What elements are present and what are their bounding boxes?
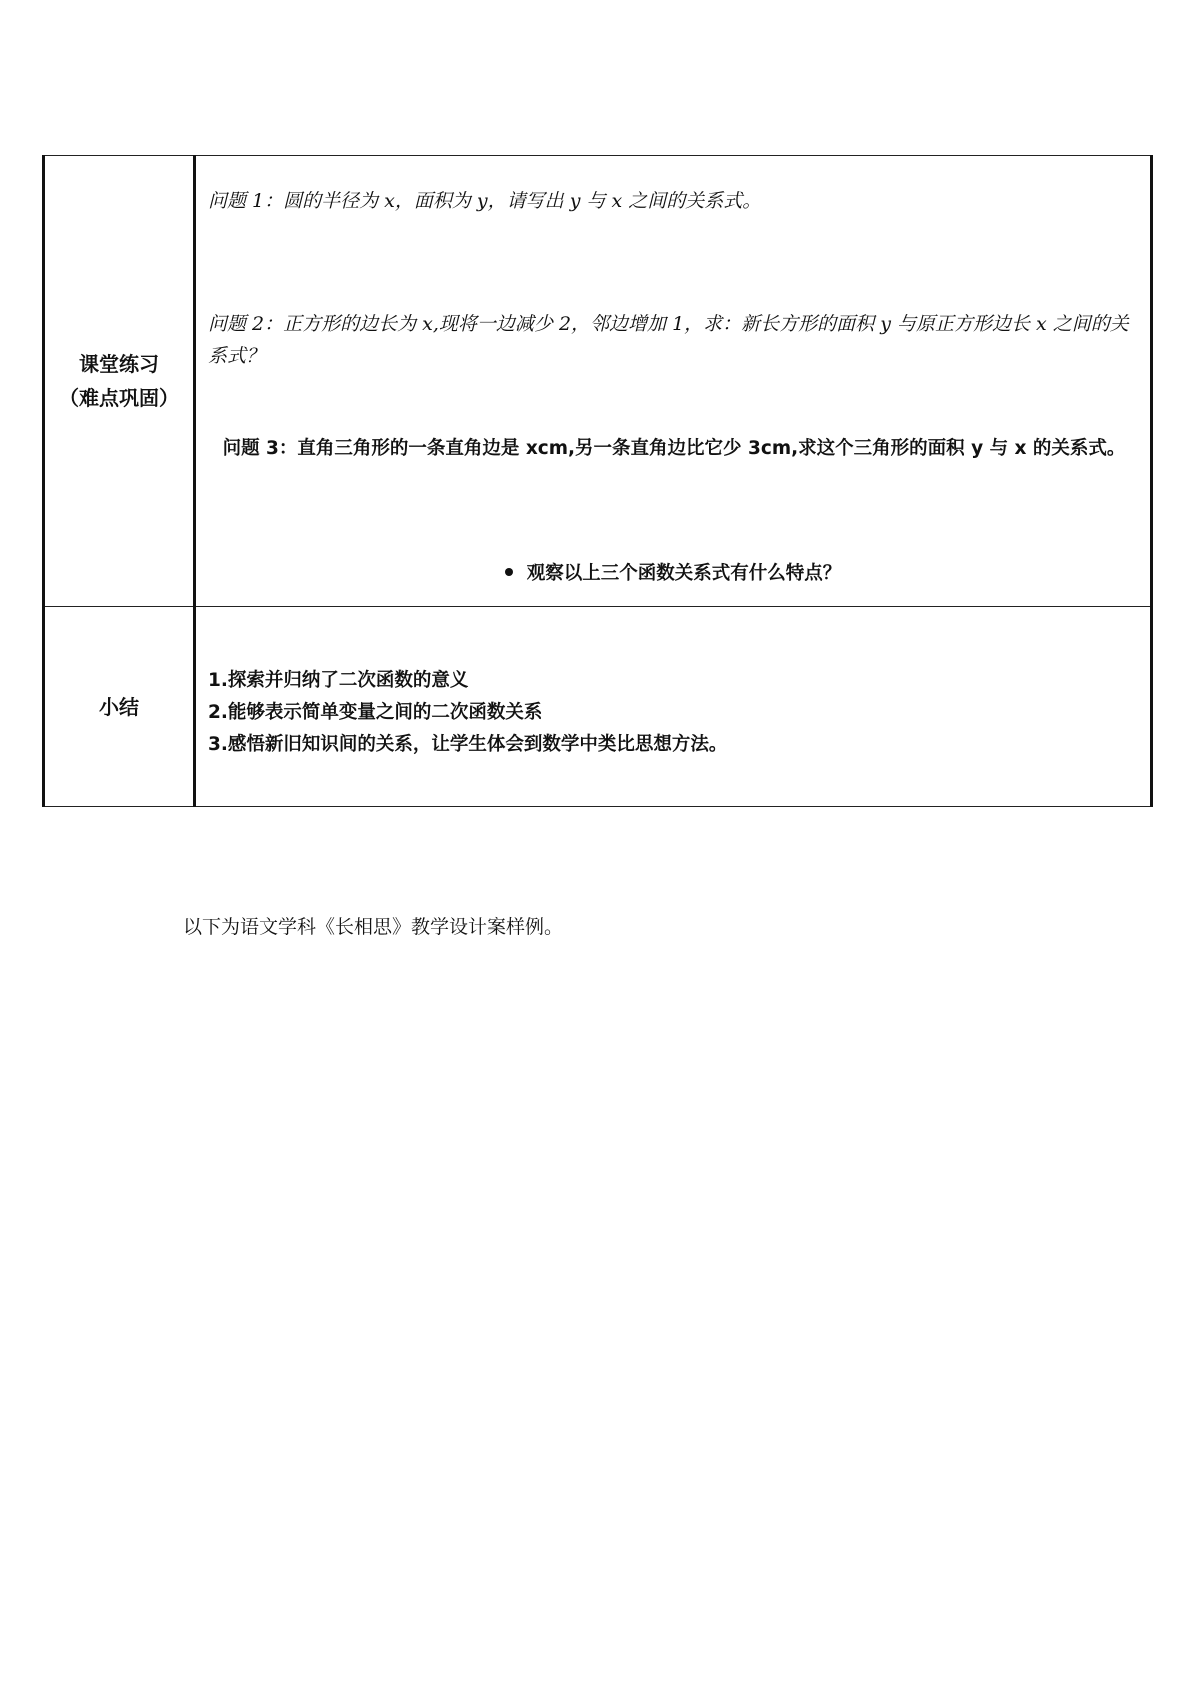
bullet-dot-icon bbox=[505, 568, 513, 576]
summary-list bbox=[208, 665, 727, 761]
summary-label-cell bbox=[44, 607, 195, 807]
summary-item: 2.能够表示简单变量之间的二次函数关系 bbox=[208, 702, 543, 723]
footer-note: 以下为语文学科《长相思》教学设计案样例。 bbox=[183, 916, 564, 938]
practice-label-cell bbox=[44, 156, 195, 607]
summary-item: 3.感悟新旧知识间的关系，让学生体会到数学中类比思想方法。 bbox=[208, 734, 728, 755]
observe-text: 观察以上三个函数关系式有什么特点？ bbox=[526, 563, 842, 584]
practice-row bbox=[44, 156, 1152, 607]
practice-label: 课堂练习 bbox=[79, 352, 159, 376]
practice-sublabel: （难点巩固） bbox=[59, 386, 179, 410]
lesson-plan-table bbox=[42, 155, 1153, 807]
summary-label: 小结 bbox=[99, 694, 139, 719]
question-2: 问题 2：正方形的边长为 x,现将一边减少 2，邻边增加 1，求：新长方形的面积 y 与原正方形边长 x 之间的关系式？ bbox=[208, 313, 1129, 367]
question-3: 问题 3：直角三角形的一条直角边是 xcm,另一条直角边比它少 3cm,求这个三角形的面积 y 与 x 的关系式。 bbox=[222, 438, 1126, 459]
observe-bullet bbox=[196, 559, 1150, 585]
summary-row bbox=[44, 607, 1152, 807]
question-1: 问题 1：圆的半径为 x，面积为 y，请写出 y 与 x 之间的关系式。 bbox=[208, 190, 762, 212]
summary-content-cell bbox=[195, 607, 1152, 807]
practice-content-cell bbox=[195, 156, 1152, 607]
summary-item: 1.探索并归纳了二次函数的意义 bbox=[208, 670, 469, 691]
